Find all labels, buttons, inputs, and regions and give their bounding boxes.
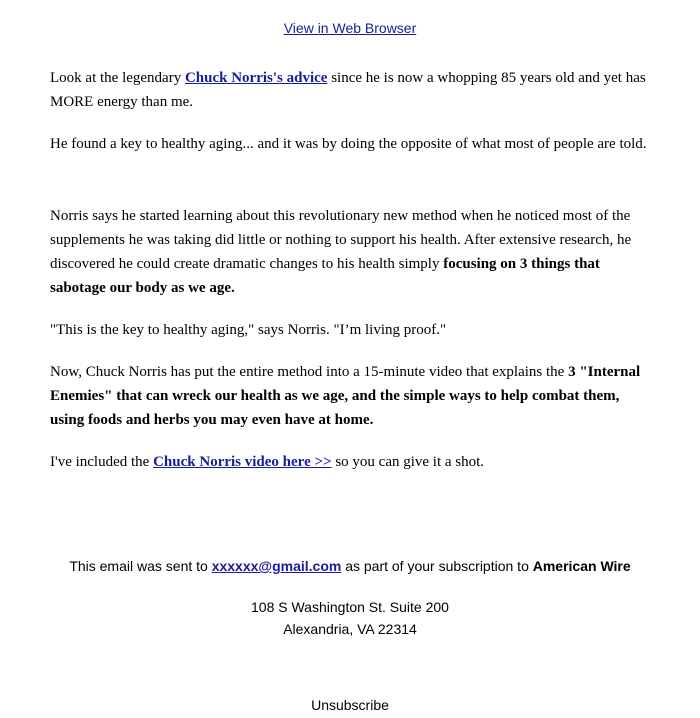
paragraph-method: [50, 204, 650, 300]
footer-address: [0, 596, 700, 640]
paragraph-cta-before: I've included the: [50, 454, 154, 470]
paragraph-video-bold: 3 "Internal Enemies" that can wreck our health as we age, and the simple ways to help combat them, using foods and herbs you may even have at home.: [50, 364, 641, 428]
chuck-norris-advice-link[interactable]: Chuck Norris's advice: [184, 70, 328, 86]
footer-sent-prefix: This email was sent to: [69, 558, 212, 574]
paragraph-cta: [50, 450, 650, 474]
unsubscribe-link[interactable]: Unsubscribe: [311, 697, 389, 713]
paragraph-intro: [50, 66, 650, 114]
view-in-browser-row: [0, 18, 700, 38]
unsubscribe-row: [0, 694, 700, 716]
address-line-1: 108 S Washington St. Suite 200: [251, 599, 449, 615]
footer-sent-notice: [0, 555, 700, 577]
footer-sent-middle: as part of your subscription to: [341, 558, 533, 574]
paragraph-key: He found a key to healthy aging... and it was by doing the opposite of what most of people are told.: [50, 136, 647, 152]
paragraph-cta-after: so you can give it a shot.: [331, 454, 485, 470]
footer-brand: American Wire: [532, 558, 631, 574]
paragraph-quote: "This is the key to healthy aging," says Norris. "I’m living proof.": [50, 322, 447, 338]
paragraph-intro-after: since he is now a whopping 85 years old and yet has MORE energy than me.: [50, 70, 646, 110]
paragraph-intro-before: Look at the legendary: [50, 70, 185, 86]
paragraph-video-before: Now, Chuck Norris has put the entire method into a 15-minute video that explains the: [50, 364, 569, 380]
paragraph-method-before: Norris says he started learning about this revolutionary new method when he noticed most of the supplements he was taking did little or nothing to support his health. After extensive research, he discovered he could create dramatic changes to his health simply: [50, 208, 632, 272]
view-in-browser-link[interactable]: View in Web Browser: [283, 20, 417, 36]
paragraph-method-bold: focusing on 3 things that sabotage our body as we age.: [50, 256, 600, 296]
recipient-email-link[interactable]: xxxxxx@gmail.com: [211, 558, 342, 574]
address-line-2: Alexandria, VA 22314: [283, 621, 417, 637]
chuck-norris-video-link[interactable]: Chuck Norris video here >>: [153, 454, 332, 470]
paragraph-video: [50, 360, 650, 432]
